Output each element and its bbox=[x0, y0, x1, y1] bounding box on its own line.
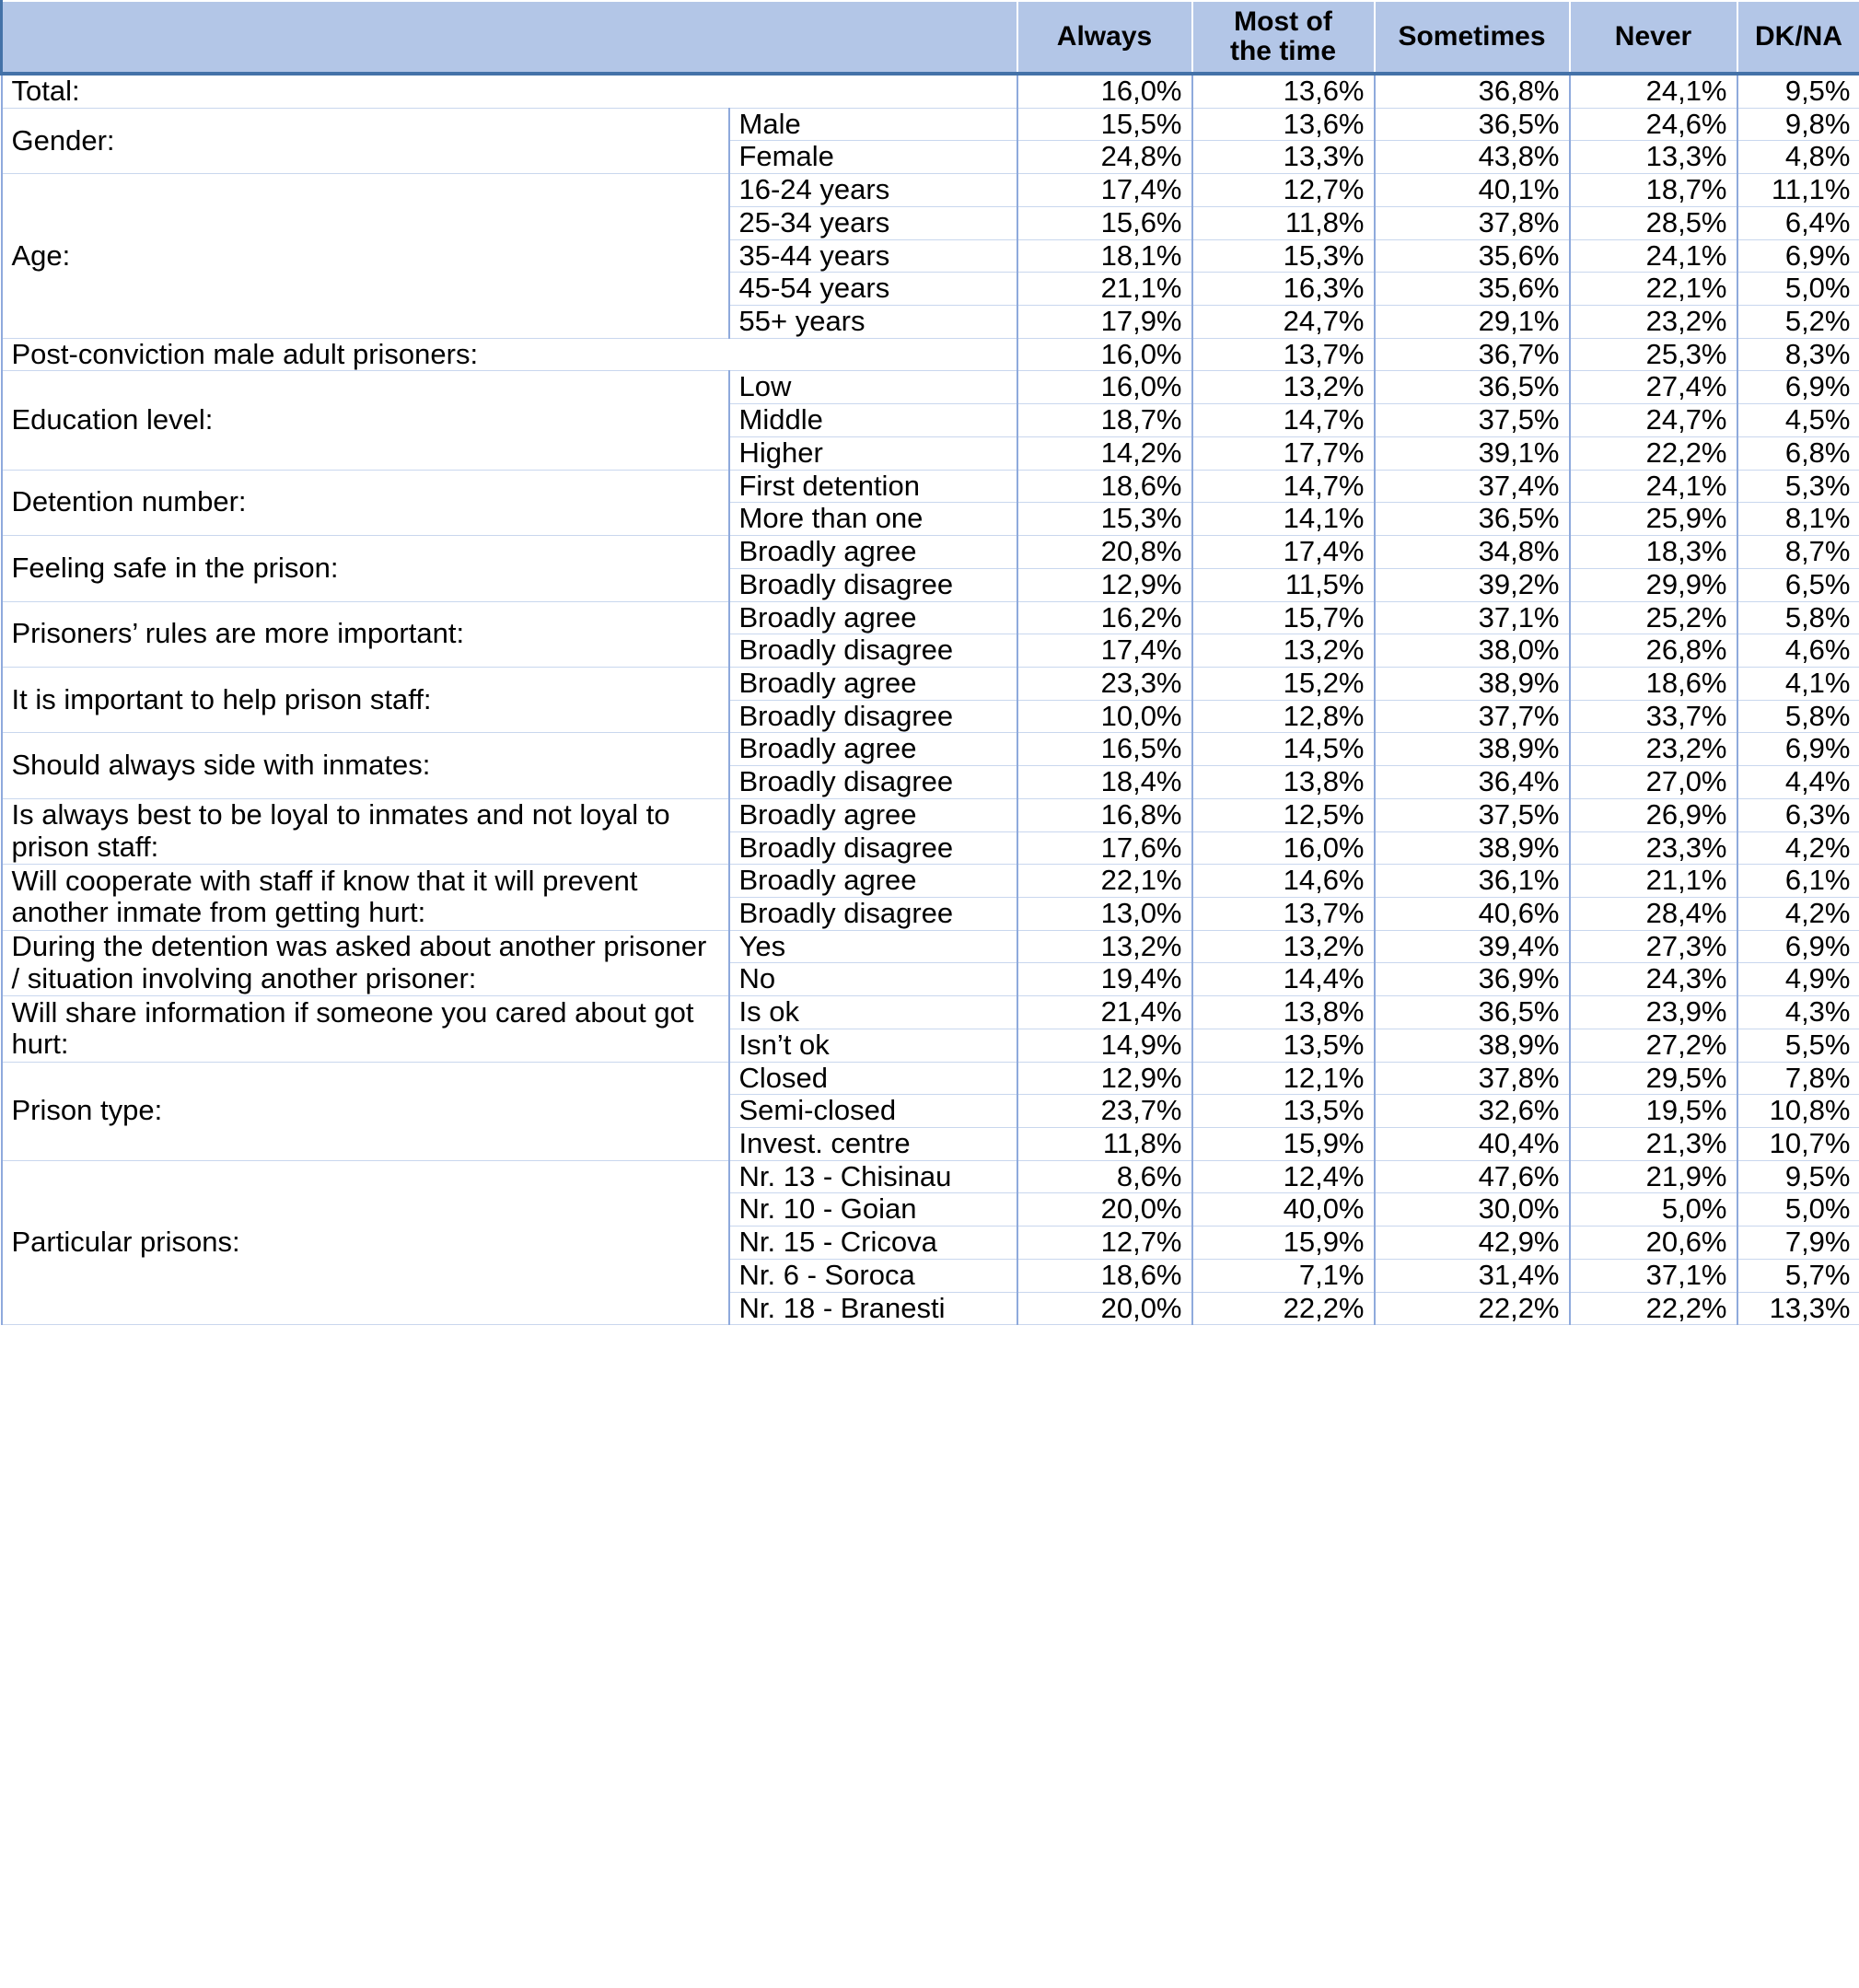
cell-always: 21,1% bbox=[1017, 273, 1192, 306]
cell-always: 16,0% bbox=[1017, 371, 1192, 404]
row-subgroup-label: Isn’t ok bbox=[729, 1029, 1017, 1062]
table-header-row bbox=[2, 1, 1859, 74]
row-subgroup-label: Broadly agree bbox=[729, 733, 1017, 766]
cell-dkna: 10,8% bbox=[1737, 1095, 1859, 1128]
cell-always: 14,2% bbox=[1017, 436, 1192, 470]
table-row bbox=[2, 798, 1859, 831]
cell-most: 17,7% bbox=[1192, 436, 1375, 470]
row-subgroup-label: First detention bbox=[729, 470, 1017, 503]
cell-always: 14,9% bbox=[1017, 1029, 1192, 1062]
cell-always: 17,4% bbox=[1017, 174, 1192, 207]
cell-always: 19,4% bbox=[1017, 963, 1192, 996]
cell-always: 16,5% bbox=[1017, 733, 1192, 766]
header-most-line2: the time bbox=[1229, 36, 1337, 66]
cell-never: 27,2% bbox=[1570, 1029, 1737, 1062]
cell-most: 14,7% bbox=[1192, 404, 1375, 437]
table-row bbox=[2, 601, 1859, 634]
row-category-label: Post-conviction male adult prisoners: bbox=[2, 338, 1017, 371]
cell-sometimes: 22,2% bbox=[1375, 1292, 1570, 1325]
cell-always: 18,1% bbox=[1017, 239, 1192, 273]
cell-never: 19,5% bbox=[1570, 1095, 1737, 1128]
cell-sometimes: 36,8% bbox=[1375, 74, 1570, 108]
cell-always: 18,6% bbox=[1017, 470, 1192, 503]
row-subgroup-label: 45-54 years bbox=[729, 273, 1017, 306]
cell-dkna: 4,1% bbox=[1737, 667, 1859, 700]
cell-never: 21,1% bbox=[1570, 865, 1737, 898]
row-category-label: During the detention was asked about another prisoner / situation involving another prisoner: bbox=[2, 930, 729, 995]
cell-never: 27,3% bbox=[1570, 930, 1737, 963]
row-subgroup-label: Female bbox=[729, 141, 1017, 174]
cell-dkna: 6,9% bbox=[1737, 371, 1859, 404]
cell-dkna: 9,5% bbox=[1737, 1160, 1859, 1193]
row-subgroup-label: 55+ years bbox=[729, 306, 1017, 339]
cell-sometimes: 38,9% bbox=[1375, 831, 1570, 865]
cell-most: 7,1% bbox=[1192, 1259, 1375, 1292]
cell-dkna: 4,4% bbox=[1737, 766, 1859, 799]
cell-never: 28,5% bbox=[1570, 206, 1737, 239]
row-subgroup-label: Broadly disagree bbox=[729, 634, 1017, 668]
cell-never: 26,8% bbox=[1570, 634, 1737, 668]
header-sometimes: Sometimes bbox=[1375, 1, 1570, 74]
cell-most: 13,2% bbox=[1192, 930, 1375, 963]
cell-most: 15,7% bbox=[1192, 601, 1375, 634]
table-row bbox=[2, 865, 1859, 898]
cell-most: 24,7% bbox=[1192, 306, 1375, 339]
cell-dkna: 5,8% bbox=[1737, 601, 1859, 634]
row-subgroup-label: Closed bbox=[729, 1062, 1017, 1095]
cell-most: 14,4% bbox=[1192, 963, 1375, 996]
cell-never: 24,7% bbox=[1570, 404, 1737, 437]
row-subgroup-label: Broadly agree bbox=[729, 865, 1017, 898]
cell-always: 8,6% bbox=[1017, 1160, 1192, 1193]
row-category-label: Detention number: bbox=[2, 470, 729, 535]
row-subgroup-label: Yes bbox=[729, 930, 1017, 963]
cell-always: 20,0% bbox=[1017, 1292, 1192, 1325]
cell-always: 23,3% bbox=[1017, 667, 1192, 700]
cell-never: 37,1% bbox=[1570, 1259, 1737, 1292]
cell-never: 18,3% bbox=[1570, 536, 1737, 569]
cell-most: 15,2% bbox=[1192, 667, 1375, 700]
row-subgroup-label: Low bbox=[729, 371, 1017, 404]
cell-always: 13,2% bbox=[1017, 930, 1192, 963]
cell-always: 17,6% bbox=[1017, 831, 1192, 865]
cell-dkna: 11,1% bbox=[1737, 174, 1859, 207]
cell-most: 12,1% bbox=[1192, 1062, 1375, 1095]
cell-dkna: 5,0% bbox=[1737, 1193, 1859, 1227]
cell-dkna: 10,7% bbox=[1737, 1128, 1859, 1161]
table-row bbox=[2, 667, 1859, 700]
cell-sometimes: 36,7% bbox=[1375, 338, 1570, 371]
row-subgroup-label: Invest. centre bbox=[729, 1128, 1017, 1161]
cell-most: 13,5% bbox=[1192, 1029, 1375, 1062]
cell-sometimes: 36,5% bbox=[1375, 371, 1570, 404]
cell-most: 13,6% bbox=[1192, 74, 1375, 108]
cell-sometimes: 36,5% bbox=[1375, 108, 1570, 141]
cell-dkna: 6,5% bbox=[1737, 568, 1859, 601]
cell-dkna: 6,9% bbox=[1737, 239, 1859, 273]
cell-most: 13,2% bbox=[1192, 371, 1375, 404]
cell-sometimes: 36,5% bbox=[1375, 996, 1570, 1029]
cell-sometimes: 29,1% bbox=[1375, 306, 1570, 339]
cell-dkna: 7,8% bbox=[1737, 1062, 1859, 1095]
cell-most: 12,8% bbox=[1192, 700, 1375, 733]
row-category-label: Prison type: bbox=[2, 1062, 729, 1160]
cell-never: 28,4% bbox=[1570, 897, 1737, 930]
cell-never: 23,2% bbox=[1570, 733, 1737, 766]
cell-never: 23,9% bbox=[1570, 996, 1737, 1029]
cell-most: 14,1% bbox=[1192, 503, 1375, 536]
cell-always: 13,0% bbox=[1017, 897, 1192, 930]
cell-most: 13,8% bbox=[1192, 766, 1375, 799]
cell-never: 24,1% bbox=[1570, 74, 1737, 108]
row-category-label: Should always side with inmates: bbox=[2, 733, 729, 798]
cell-never: 18,6% bbox=[1570, 667, 1737, 700]
cell-dkna: 6,3% bbox=[1737, 798, 1859, 831]
cell-never: 27,4% bbox=[1570, 371, 1737, 404]
row-subgroup-label: Nr. 6 - Soroca bbox=[729, 1259, 1017, 1292]
row-category-label: Education level: bbox=[2, 371, 729, 470]
cell-sometimes: 35,6% bbox=[1375, 273, 1570, 306]
row-subgroup-label: Broadly disagree bbox=[729, 766, 1017, 799]
cell-never: 20,6% bbox=[1570, 1227, 1737, 1260]
cell-always: 18,6% bbox=[1017, 1259, 1192, 1292]
row-subgroup-label: Broadly agree bbox=[729, 798, 1017, 831]
cell-sometimes: 36,9% bbox=[1375, 963, 1570, 996]
cell-always: 16,2% bbox=[1017, 601, 1192, 634]
cell-most: 11,5% bbox=[1192, 568, 1375, 601]
row-category-label: Will cooperate with staff if know that it will prevent another inmate from getting hurt: bbox=[2, 865, 729, 930]
cell-never: 18,7% bbox=[1570, 174, 1737, 207]
cell-sometimes: 36,5% bbox=[1375, 503, 1570, 536]
cell-sometimes: 37,1% bbox=[1375, 601, 1570, 634]
row-subgroup-label: Broadly agree bbox=[729, 667, 1017, 700]
cell-always: 21,4% bbox=[1017, 996, 1192, 1029]
cell-sometimes: 39,1% bbox=[1375, 436, 1570, 470]
cell-most: 40,0% bbox=[1192, 1193, 1375, 1227]
cell-never: 21,3% bbox=[1570, 1128, 1737, 1161]
row-subgroup-label: Is ok bbox=[729, 996, 1017, 1029]
row-subgroup-label: More than one bbox=[729, 503, 1017, 536]
cell-always: 20,8% bbox=[1017, 536, 1192, 569]
cell-always: 18,7% bbox=[1017, 404, 1192, 437]
row-subgroup-label: Semi-closed bbox=[729, 1095, 1017, 1128]
row-subgroup-label: Broadly agree bbox=[729, 536, 1017, 569]
row-subgroup-label: Broadly agree bbox=[729, 601, 1017, 634]
cell-most: 13,7% bbox=[1192, 897, 1375, 930]
header-blank-corner bbox=[2, 1, 1017, 74]
cell-never: 24,1% bbox=[1570, 470, 1737, 503]
cell-never: 25,2% bbox=[1570, 601, 1737, 634]
cell-never: 29,9% bbox=[1570, 568, 1737, 601]
cell-most: 15,3% bbox=[1192, 239, 1375, 273]
cell-never: 22,1% bbox=[1570, 273, 1737, 306]
row-subgroup-label: No bbox=[729, 963, 1017, 996]
cell-sometimes: 38,9% bbox=[1375, 667, 1570, 700]
cell-sometimes: 38,9% bbox=[1375, 1029, 1570, 1062]
cell-most: 22,2% bbox=[1192, 1292, 1375, 1325]
cell-never: 29,5% bbox=[1570, 1062, 1737, 1095]
cell-dkna: 6,1% bbox=[1737, 865, 1859, 898]
header-most-line1: Most of bbox=[1234, 6, 1332, 37]
cell-sometimes: 31,4% bbox=[1375, 1259, 1570, 1292]
table-row bbox=[2, 1062, 1859, 1095]
cell-always: 17,9% bbox=[1017, 306, 1192, 339]
header-never: Never bbox=[1570, 1, 1737, 74]
table-row bbox=[2, 74, 1859, 108]
cell-always: 20,0% bbox=[1017, 1193, 1192, 1227]
cell-sometimes: 38,9% bbox=[1375, 733, 1570, 766]
cell-most: 14,6% bbox=[1192, 865, 1375, 898]
cell-dkna: 6,8% bbox=[1737, 436, 1859, 470]
cell-always: 11,8% bbox=[1017, 1128, 1192, 1161]
table-row bbox=[2, 996, 1859, 1029]
cell-sometimes: 36,1% bbox=[1375, 865, 1570, 898]
row-subgroup-label: Broadly disagree bbox=[729, 700, 1017, 733]
cell-never: 22,2% bbox=[1570, 1292, 1737, 1325]
cell-dkna: 9,8% bbox=[1737, 108, 1859, 141]
cell-sometimes: 34,8% bbox=[1375, 536, 1570, 569]
cell-always: 12,7% bbox=[1017, 1227, 1192, 1260]
cell-dkna: 4,8% bbox=[1737, 141, 1859, 174]
row-subgroup-label: Broadly disagree bbox=[729, 568, 1017, 601]
cell-sometimes: 36,4% bbox=[1375, 766, 1570, 799]
cell-most: 13,5% bbox=[1192, 1095, 1375, 1128]
row-subgroup-label: Male bbox=[729, 108, 1017, 141]
cell-most: 13,8% bbox=[1192, 996, 1375, 1029]
cell-never: 21,9% bbox=[1570, 1160, 1737, 1193]
cell-dkna: 7,9% bbox=[1737, 1227, 1859, 1260]
table-row bbox=[2, 470, 1859, 503]
cell-never: 24,6% bbox=[1570, 108, 1737, 141]
cell-sometimes: 37,4% bbox=[1375, 470, 1570, 503]
cell-sometimes: 37,8% bbox=[1375, 1062, 1570, 1095]
cell-dkna: 8,3% bbox=[1737, 338, 1859, 371]
cell-sometimes: 40,1% bbox=[1375, 174, 1570, 207]
row-subgroup-label: Broadly disagree bbox=[729, 897, 1017, 930]
cell-dkna: 5,0% bbox=[1737, 273, 1859, 306]
table-row bbox=[2, 371, 1859, 404]
row-category-label: It is important to help prison staff: bbox=[2, 667, 729, 732]
cell-never: 25,9% bbox=[1570, 503, 1737, 536]
header-always: Always bbox=[1017, 1, 1192, 74]
cell-never: 22,2% bbox=[1570, 436, 1737, 470]
row-subgroup-label: Broadly disagree bbox=[729, 831, 1017, 865]
cell-dkna: 8,1% bbox=[1737, 503, 1859, 536]
cell-always: 15,3% bbox=[1017, 503, 1192, 536]
cell-dkna: 5,5% bbox=[1737, 1029, 1859, 1062]
cell-dkna: 4,3% bbox=[1737, 996, 1859, 1029]
cell-sometimes: 40,6% bbox=[1375, 897, 1570, 930]
cell-most: 15,9% bbox=[1192, 1128, 1375, 1161]
table-row bbox=[2, 338, 1859, 371]
cell-always: 18,4% bbox=[1017, 766, 1192, 799]
cell-always: 17,4% bbox=[1017, 634, 1192, 668]
cell-most: 12,5% bbox=[1192, 798, 1375, 831]
cell-sometimes: 42,9% bbox=[1375, 1227, 1570, 1260]
cell-sometimes: 39,2% bbox=[1375, 568, 1570, 601]
cell-dkna: 4,5% bbox=[1737, 404, 1859, 437]
cell-most: 13,2% bbox=[1192, 634, 1375, 668]
cell-sometimes: 37,7% bbox=[1375, 700, 1570, 733]
row-category-label: Age: bbox=[2, 174, 729, 339]
cell-sometimes: 37,8% bbox=[1375, 206, 1570, 239]
cell-never: 25,3% bbox=[1570, 338, 1737, 371]
cell-dkna: 6,9% bbox=[1737, 930, 1859, 963]
cell-sometimes: 47,6% bbox=[1375, 1160, 1570, 1193]
cell-sometimes: 40,4% bbox=[1375, 1128, 1570, 1161]
cell-dkna: 4,2% bbox=[1737, 897, 1859, 930]
cell-most: 11,8% bbox=[1192, 206, 1375, 239]
cell-never: 26,9% bbox=[1570, 798, 1737, 831]
cell-never: 5,0% bbox=[1570, 1193, 1737, 1227]
cell-always: 23,7% bbox=[1017, 1095, 1192, 1128]
row-category-label: Total: bbox=[2, 74, 1017, 108]
row-subgroup-label: Nr. 18 - Branesti bbox=[729, 1292, 1017, 1325]
table-row bbox=[2, 536, 1859, 569]
row-subgroup-label: Nr. 15 - Cricova bbox=[729, 1227, 1017, 1260]
row-category-label: Gender: bbox=[2, 108, 729, 173]
cell-always: 16,0% bbox=[1017, 338, 1192, 371]
cell-sometimes: 43,8% bbox=[1375, 141, 1570, 174]
cell-always: 15,6% bbox=[1017, 206, 1192, 239]
cell-most: 12,4% bbox=[1192, 1160, 1375, 1193]
row-category-label: Will share information if someone you cared about got hurt: bbox=[2, 996, 729, 1062]
table-row bbox=[2, 108, 1859, 141]
header-dkna: DK/NA bbox=[1737, 1, 1859, 74]
cell-never: 24,3% bbox=[1570, 963, 1737, 996]
cell-most: 12,7% bbox=[1192, 174, 1375, 207]
row-subgroup-label: Nr. 10 - Goian bbox=[729, 1193, 1017, 1227]
row-subgroup-label: 25-34 years bbox=[729, 206, 1017, 239]
row-category-label: Is always best to be loyal to inmates and not loyal to prison staff: bbox=[2, 798, 729, 864]
table-row bbox=[2, 174, 1859, 207]
cell-sometimes: 38,0% bbox=[1375, 634, 1570, 668]
table-body bbox=[2, 74, 1859, 1325]
cell-always: 10,0% bbox=[1017, 700, 1192, 733]
header-most-of-the-time bbox=[1192, 1, 1375, 74]
cell-most: 16,3% bbox=[1192, 273, 1375, 306]
cell-most: 15,9% bbox=[1192, 1227, 1375, 1260]
cell-dkna: 5,3% bbox=[1737, 470, 1859, 503]
cell-never: 33,7% bbox=[1570, 700, 1737, 733]
cell-never: 23,3% bbox=[1570, 831, 1737, 865]
table-row bbox=[2, 930, 1859, 963]
row-category-label: Feeling safe in the prison: bbox=[2, 536, 729, 601]
cell-sometimes: 35,6% bbox=[1375, 239, 1570, 273]
cell-dkna: 6,9% bbox=[1737, 733, 1859, 766]
row-subgroup-label: Middle bbox=[729, 404, 1017, 437]
cell-sometimes: 39,4% bbox=[1375, 930, 1570, 963]
cell-always: 16,8% bbox=[1017, 798, 1192, 831]
cell-never: 24,1% bbox=[1570, 239, 1737, 273]
cell-dkna: 4,6% bbox=[1737, 634, 1859, 668]
cell-dkna: 9,5% bbox=[1737, 74, 1859, 108]
cell-sometimes: 30,0% bbox=[1375, 1193, 1570, 1227]
cell-sometimes: 37,5% bbox=[1375, 798, 1570, 831]
row-category-label: Prisoners’ rules are more important: bbox=[2, 601, 729, 667]
cell-most: 13,6% bbox=[1192, 108, 1375, 141]
cell-sometimes: 37,5% bbox=[1375, 404, 1570, 437]
cell-never: 23,2% bbox=[1570, 306, 1737, 339]
cell-dkna: 5,8% bbox=[1737, 700, 1859, 733]
cell-most: 14,7% bbox=[1192, 470, 1375, 503]
cell-dkna: 5,2% bbox=[1737, 306, 1859, 339]
cell-dkna: 4,2% bbox=[1737, 831, 1859, 865]
cell-dkna: 13,3% bbox=[1737, 1292, 1859, 1325]
row-subgroup-label: Nr. 13 - Chisinau bbox=[729, 1160, 1017, 1193]
cell-most: 17,4% bbox=[1192, 536, 1375, 569]
cell-most: 14,5% bbox=[1192, 733, 1375, 766]
row-subgroup-label: 16-24 years bbox=[729, 174, 1017, 207]
cell-always: 12,9% bbox=[1017, 568, 1192, 601]
cell-always: 12,9% bbox=[1017, 1062, 1192, 1095]
row-subgroup-label: Higher bbox=[729, 436, 1017, 470]
cell-always: 24,8% bbox=[1017, 141, 1192, 174]
cell-dkna: 6,4% bbox=[1737, 206, 1859, 239]
cell-never: 27,0% bbox=[1570, 766, 1737, 799]
cell-dkna: 8,7% bbox=[1737, 536, 1859, 569]
cell-always: 16,0% bbox=[1017, 74, 1192, 108]
cell-most: 16,0% bbox=[1192, 831, 1375, 865]
cell-most: 13,3% bbox=[1192, 141, 1375, 174]
table-row bbox=[2, 1160, 1859, 1193]
cell-sometimes: 32,6% bbox=[1375, 1095, 1570, 1128]
cell-dkna: 5,7% bbox=[1737, 1259, 1859, 1292]
table-row bbox=[2, 733, 1859, 766]
cell-most: 13,7% bbox=[1192, 338, 1375, 371]
cell-always: 15,5% bbox=[1017, 108, 1192, 141]
cell-never: 13,3% bbox=[1570, 141, 1737, 174]
row-category-label: Particular prisons: bbox=[2, 1160, 729, 1325]
cell-dkna: 4,9% bbox=[1737, 963, 1859, 996]
cell-always: 22,1% bbox=[1017, 865, 1192, 898]
row-subgroup-label: 35-44 years bbox=[729, 239, 1017, 273]
